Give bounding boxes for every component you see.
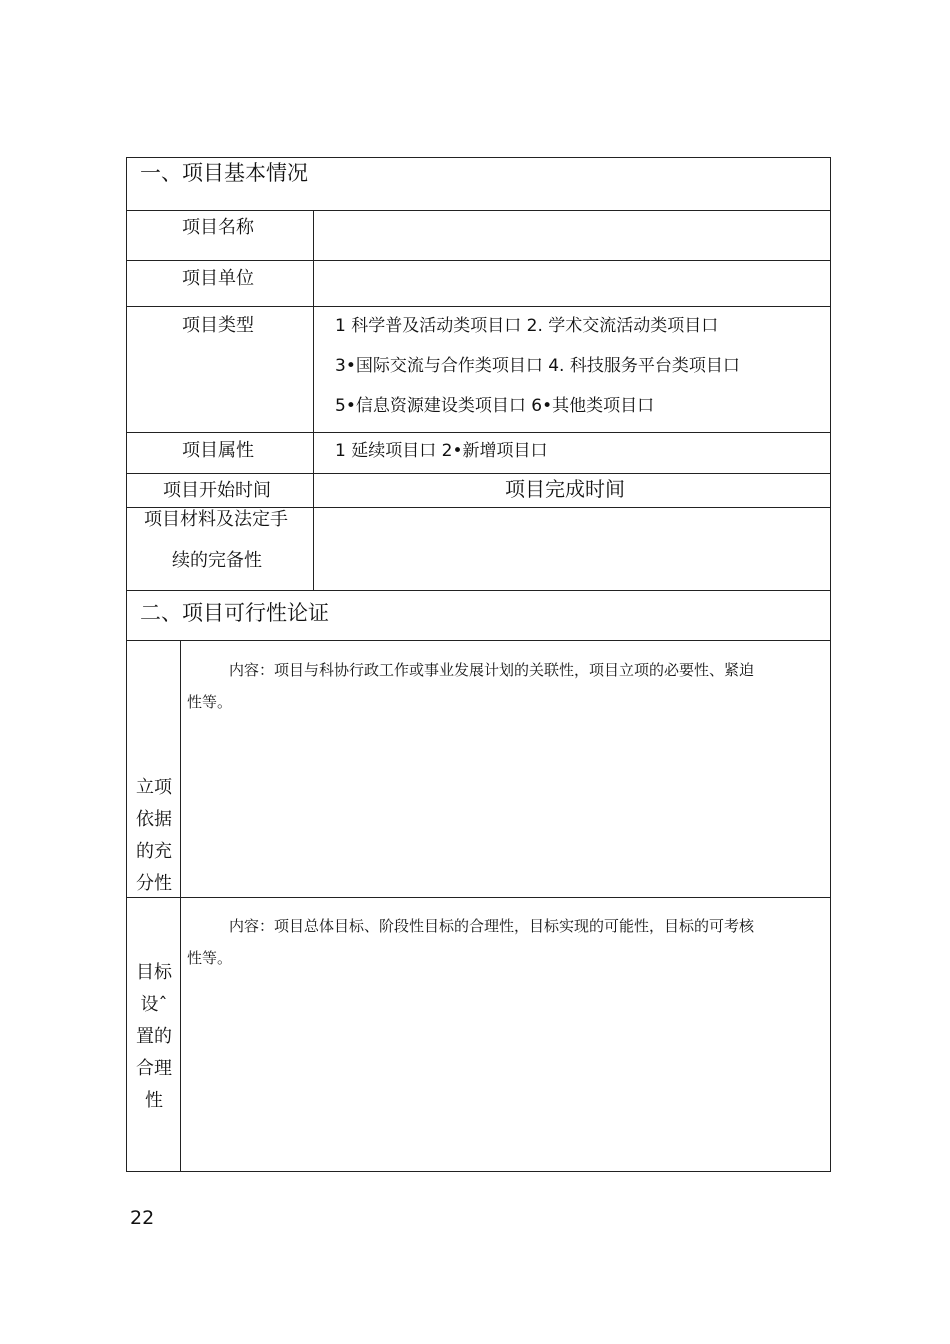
row-divider (126, 640, 831, 641)
basis-content-hint: 内容：项目与科协行政工作或事业发展计划的关联性，项目立项的必要性、紧迫 (229, 661, 755, 679)
goal-label-line: 设ˆ (140, 994, 168, 1015)
project-name-label: 项目名称 (182, 217, 254, 238)
materials-field[interactable] (314, 508, 830, 590)
goal-content-hint: 性等。 (187, 949, 233, 967)
project-type-option-line[interactable]: 1 科学普及活动类项目口 2. 学术交流活动类项目口 (335, 316, 719, 336)
column-divider (180, 640, 181, 1172)
start-time-label: 项目开始时间 (163, 480, 271, 501)
goal-label-line: 目标 (136, 962, 172, 983)
goal-label (134, 957, 174, 1117)
project-type-option-line[interactable]: 3•国际交流与合作类项目口 4. 科技服务平台类项目口 (335, 356, 740, 376)
row-divider (126, 306, 831, 307)
project-attribute-label: 项目属性 (182, 440, 254, 461)
end-time-label: 项目完成时间 (505, 477, 625, 501)
row-divider (126, 473, 831, 474)
project-type-option-line[interactable]: 5•信息资源建设类项目口 6•其他类项目口 (335, 396, 655, 416)
materials-label: 项目材料及法定手 (144, 509, 288, 530)
row-divider (126, 432, 831, 433)
project-attribute-options[interactable]: 1 延续项目口 2•新增项目口 (335, 441, 548, 461)
materials-label: 续的完备性 (172, 550, 262, 571)
goal-label-line: 置的 (136, 1026, 172, 1047)
basis-label (134, 772, 174, 900)
basis-label-line: 立项 (136, 777, 172, 798)
basis-label-line: 的充 (136, 841, 172, 862)
goal-label-line: 性 (145, 1090, 163, 1111)
row-divider (126, 897, 831, 898)
page-number: 22 (130, 1207, 155, 1229)
row-divider (126, 590, 831, 591)
project-name-field[interactable] (314, 211, 830, 260)
basis-label-line: 分性 (136, 873, 172, 894)
basis-content-hint: 性等。 (187, 693, 233, 711)
goal-content-hint: 内容：项目总体目标、阶段性目标的合理性，目标实现的可能性，目标的可考核 (229, 917, 755, 935)
section-title-basic-info: 一、项目基本情况 (140, 161, 308, 185)
project-type-label: 项目类型 (182, 315, 254, 336)
basis-label-line: 依据 (136, 809, 172, 830)
goal-label-line: 合理 (136, 1058, 172, 1079)
section-title-feasibility: 二、项目可行性论证 (140, 601, 329, 625)
project-unit-field[interactable] (314, 261, 830, 306)
project-unit-label: 项目单位 (182, 268, 254, 289)
